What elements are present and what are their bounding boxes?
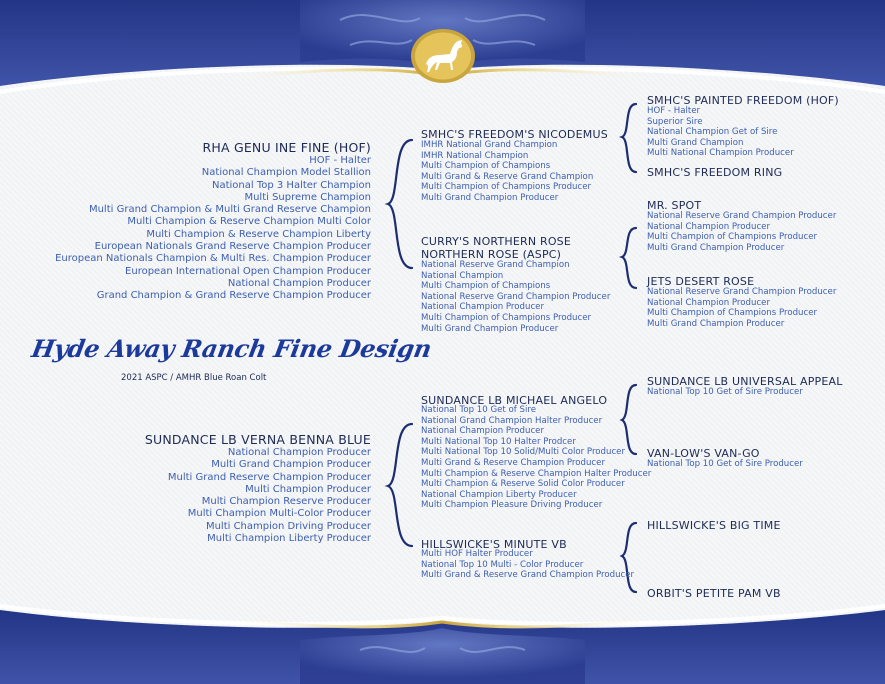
title-line: Multi Champion of Champions — [421, 161, 551, 172]
title-line: National Champion Producer — [227, 277, 371, 289]
title-line: European Nationals Grand Reserve Champion Producer — [94, 241, 371, 253]
title-line: Multi Champion Driving Producer — [205, 520, 371, 532]
title-line: National Champion Producer — [421, 302, 544, 313]
title-line: Multi National Champion Producer — [647, 148, 794, 159]
title-line: National Top 3 Halter Champion — [211, 179, 371, 191]
dam-name: SUNDANCE LB VERNA BENNA BLUE — [144, 432, 371, 447]
dam-dam-titles — [421, 549, 634, 581]
title-line: Grand Champion & Grand Reserve Champion Producer — [96, 290, 371, 302]
title-line: Multi Grand Champion & Multi Grand Reserve Champion — [88, 204, 371, 216]
title-line: Multi Champion & Reserve Champion Liberty — [146, 228, 371, 240]
title-line: National Top 10 Get of Sire Producer — [647, 387, 803, 397]
dsd-titles — [647, 459, 803, 470]
sire-name: RHA GENU INE FINE (HOF) — [202, 140, 371, 155]
title-line: Multi Champion of Champions Producer — [647, 308, 818, 319]
title-line: Multi Champion & Reserve Champion Halter Producer — [421, 468, 652, 479]
dam-sire-name: SUNDANCE LB MICHAEL ANGELO — [421, 394, 608, 407]
sdd-name: JETS DESERT ROSE — [647, 275, 755, 288]
horse-logo-icon — [410, 28, 476, 84]
dsd-name: VAN-LOW'S VAN-GO — [647, 447, 760, 460]
sire-dam-name: CURRY'S NORTHERN ROSE — [421, 235, 572, 248]
title-line: Multi Grand Champion — [647, 137, 744, 148]
sire-titles — [55, 155, 371, 303]
dss-name: SUNDANCE LB UNIVERSAL APPEAL — [647, 375, 843, 388]
title-line: Multi Supreme Champion — [244, 191, 371, 203]
title-line: Multi HOF Halter Producer — [421, 549, 533, 559]
sire-dam-titles — [421, 260, 610, 334]
title-line: Multi Champion Multi-Color Producer — [187, 508, 371, 520]
title-line: European Nationals Champion & Multi Res. Champion Producer — [55, 253, 371, 265]
sire-sire-name: SMHC'S FREEDOM'S NICODEMUS — [421, 128, 608, 141]
sds-name: MR. SPOT — [647, 199, 702, 212]
dam-titles — [168, 447, 371, 545]
title-line: Multi Champion Pleasure Driving Producer — [421, 500, 603, 511]
ddd-name: ORBIT'S PETITE PAM VB — [647, 587, 781, 600]
title-line: Multi Grand & Reserve Grand Champion — [421, 171, 594, 182]
sdd-titles — [647, 287, 836, 329]
title-line: Multi Champion of Champions Producer — [421, 182, 592, 193]
title-line: Multi National Top 10 Solid/Multi Color Producer — [421, 447, 626, 458]
title-line: Multi Champion Liberty Producer — [207, 533, 371, 545]
foal-name: Hyde Away Ranch Fine Design — [29, 334, 434, 363]
title-line: HOF - Halter — [647, 106, 701, 116]
title-line: IMHR National Grand Champion — [421, 140, 558, 150]
title-line: National Champion Producer — [227, 447, 371, 458]
title-line: Multi Champion Producer — [245, 483, 371, 495]
title-line: National Top 10 Get of Sire Producer — [647, 459, 803, 469]
title-line: Multi Champion & Reserve Champion Multi Color — [127, 216, 371, 228]
title-line: Multi Grand Reserve Champion Producer — [167, 471, 371, 483]
dss-titles — [647, 387, 803, 398]
title-line: Multi Champion of Champions — [421, 281, 551, 292]
title-line: European International Open Champion Producer — [125, 265, 371, 277]
title-line: National Top 10 Get of Sire — [421, 405, 536, 415]
title-line: National Champion Get of Sire — [647, 127, 778, 138]
title-line: National Reserve Grand Champion Producer — [647, 287, 837, 297]
title-line: National Reserve Grand Champion — [421, 260, 570, 270]
title-line: Multi Grand Champion Producer — [421, 192, 559, 203]
title-line: Superior Sire — [647, 116, 703, 127]
title-line: National Champion Producer — [421, 426, 544, 437]
sire-sire-titles — [421, 140, 593, 204]
title-line: National Champion Producer — [647, 297, 770, 308]
title-line: Multi Grand & Reserve Champion Producer — [421, 457, 605, 468]
title-line: Multi National Top 10 Halter Prodcer — [421, 436, 576, 447]
title-line: Multi Champion Reserve Producer — [201, 496, 371, 508]
sss-name: SMHC'S PAINTED FREEDOM (HOF) — [647, 94, 839, 107]
dam-sire-titles — [421, 405, 651, 511]
title-line: Multi Grand Champion Producer — [647, 318, 785, 329]
title-line: HOF - Halter — [309, 155, 371, 166]
dam-dam-name: HILLSWICKE'S MINUTE VB — [421, 538, 567, 551]
ssd-name: SMHC'S FREEDOM RING — [647, 166, 783, 179]
sire-dam-registered-name: NORTHERN ROSE (ASPC) — [421, 248, 562, 261]
title-line: National Reserve Grand Champion Producer — [421, 291, 611, 302]
title-line: National Top 10 Multi - Color Producer — [421, 559, 584, 570]
foal-description: 2021 ASPC / AMHR Blue Roan Colt — [121, 373, 267, 383]
title-line: Multi Grand Champion Producer — [647, 242, 785, 253]
title-line: Multi Champion & Reserve Solid Color Producer — [421, 479, 625, 490]
title-line: National Champion Model Stallion — [201, 167, 371, 179]
dds-name: HILLSWICKE'S BIG TIME — [647, 519, 781, 532]
title-line: Multi Champion of Champions Producer — [421, 312, 592, 323]
title-line: National Champion — [421, 270, 504, 281]
title-line: National Champion Liberty Producer — [421, 489, 577, 500]
title-line: National Reserve Grand Champion Producer — [647, 211, 837, 221]
sss-titles — [647, 106, 794, 159]
title-line: Multi Grand Champion Producer — [421, 323, 559, 334]
title-line: IMHR National Champion — [421, 150, 529, 161]
title-line: Multi Grand & Reserve Grand Champion Producer — [421, 570, 635, 581]
sds-titles — [647, 211, 836, 253]
title-line: Multi Champion of Champions Producer — [647, 232, 818, 243]
title-line: Multi Grand Champion Producer — [211, 459, 371, 471]
title-line: National Champion Producer — [647, 221, 770, 232]
title-line: National Grand Champion Halter Producer — [421, 415, 603, 426]
